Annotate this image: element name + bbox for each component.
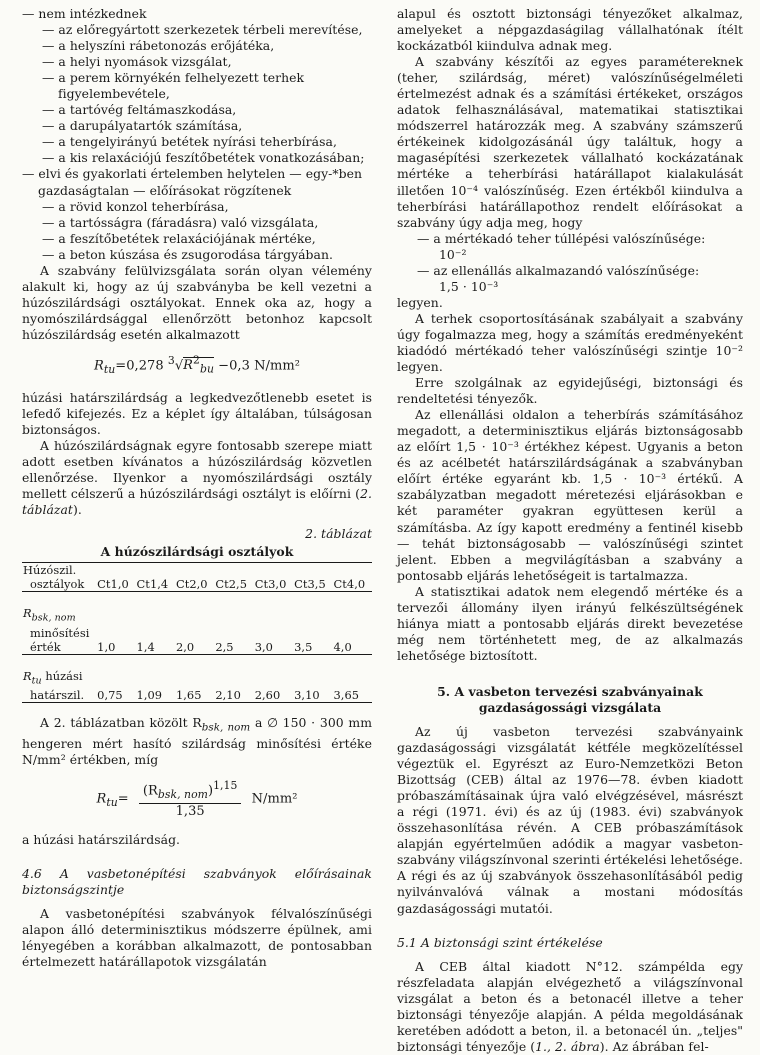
- list-item: — a beton kúszása és zsugorodása tárgyában.: [42, 246, 333, 262]
- formula-tensile-strength: $R_{tu}=0,278$ $^3√R^2_{bu} -0,3$ N/mm²: [93, 353, 300, 376]
- paragraph: A terhek csoportosításának szabályait a szabvány úgy fogalmazza meg, hogy a számítás eredményeként kiadódó mértékadó teher valószínűségi szintje 10⁻² legyen.: [397, 310, 743, 375]
- right-column: [397, 6, 743, 1055]
- table-cell: 3,0: [254, 639, 273, 654]
- table-cell: határszil.: [30, 687, 85, 702]
- table-cell: 2,60: [254, 687, 281, 702]
- table-cell: Ct2,5: [215, 577, 247, 592]
- paragraph: alapul és osztott biztonsági tényezőket alkalmaz, amelyeket a népgazdaságilag vállalhatónak ítélt kockázatból kiindulva adnak meg.: [397, 6, 743, 54]
- paragraph: A szabvány felülvizsgálata során olyan vélemény alakult ki, hogy az új szabványba be kell vezetni a húzószilárdsági osztályokat. Ennek oka az, hogy a nyomószilárdsággal ellenőrzött betonhoz kapcsolt húzószilárdság esetén alkalmazott: [22, 262, 372, 342]
- list-item: — a tengelyirányú betétek nyírási teherbírása,: [42, 134, 337, 150]
- list-item: — az előregyártott szerkezetek térbeli merevítése,: [42, 22, 363, 38]
- table-cell: Ct1,0: [97, 577, 129, 592]
- left-column: [22, 6, 372, 970]
- paragraph: Az ellenállási oldalon a teherbírás számításához megadott, a determinisztikus eljárás biztonságosabb az előírt 1,5 · 10⁻³ értékhez képest. Ugyanis a beton és az acélbetét határszilárdságának a szabványban előírt értéke egyaránt kb. 1,5 · 10⁻³ értékű. A szabályzatban megadott méretezési eljárásokban e két paraméter gyakran együttesen kerül a számításba. Az így kapott eredmény a fentinél kisebb — tehát biztonságosabb — valószínűségi szintet jelent. Ebben a megvilágításban a szabvány a pontosabb eljárás lehetőségeit is tartalmazza.: [397, 407, 743, 583]
- table-cell: 3,5: [294, 639, 313, 654]
- list-item: — az ellenállás alkalmazandó valószínűsége: 1,5 · 10⁻³: [417, 262, 700, 294]
- paragraph: A húzószilárdságnak egyre fontosabb szerepe miatt adott esetben kívánatos a húzószilárdság közvetlen ellenőrzése. Ilyenkor a nyomószilárdsági osztály mellett célszerű a húzószilárdsági osztályt is előírni (2. táblázat).: [22, 438, 372, 518]
- list-item: — a mértékadó teher túllépési valószínűsége: 10⁻²: [417, 230, 706, 262]
- paragraph: húzási határszilárdság a legkedvezőtlenebb esetet is lefedő kifejezés. Ez a képlet így általában, túlságosan biztonságos.: [22, 389, 372, 438]
- paragraph: A statisztikai adatok nem elegendő mértéke és a tervezői állomány ilyen irányú felkészültségének hiánya miatt a pontosabb eljárás direkt bevezetése még nem történhetett meg, de az alkalmazás lehetősége biztosított.: [397, 583, 743, 663]
- table-row: [22, 640, 372, 655]
- table-cell: Ct4,0: [333, 577, 366, 592]
- tensile-class-table: [22, 562, 372, 703]
- table-row: [22, 577, 372, 592]
- paragraph: a húzási határszilárdság.: [22, 831, 181, 847]
- paragraph: A 2. táblázatban közölt $R_{bsk, nom}$ a ∅ 150 · 300 mm hengeren mért hasító szilárdság minősítési értéke N/mm² értékben, míg: [22, 714, 372, 767]
- paragraph: A vasbetonépítési szabványok félvalószínűségi alapon álló determinisztikus módszerre épülnek, ami lényegében a korábban alkalmazott, de pontosabban értelmezett határállapotok vizsgálatán: [22, 905, 372, 969]
- section-heading-5-1: 5.1 A biztonsági szint értékelése: [397, 934, 603, 950]
- table-cell: 2,5: [215, 639, 234, 654]
- table-cell: Ct3,5: [294, 577, 326, 592]
- table-cell: 1,0: [97, 639, 116, 654]
- table-cell: Ct1,4: [136, 577, 169, 592]
- table-cell: $R_{tu}$ húzási: [23, 668, 83, 686]
- list-item: — nem intézkednek: [22, 6, 147, 21]
- formula-tensile-limit: $R_{tu}=$ $\frac{(R_{bsk, nom})^{1,15}}{1,35}$ N/mm²: [96, 778, 298, 819]
- section-heading-4-6: 4.6 A vasbetonépítési szabványok előírásainak biztonságszintje: [22, 865, 372, 897]
- list-item: — elvi és gyakorlati értelemben helytelen — egy-*ben gazdaságtalan — előírásokat rögzítenek: [22, 166, 363, 198]
- table-cell: 3,65: [333, 687, 360, 702]
- table-cell: 1,09: [136, 687, 163, 702]
- list-item: — a perem környékén felhelyezett terhek figyelembevétele,: [42, 70, 305, 102]
- table-row: [22, 688, 372, 703]
- table-cell: érték: [30, 639, 61, 654]
- table-cell: osztályok: [30, 577, 85, 592]
- section-heading-5: 5. A vasbeton tervezési szabványainak gazdaságossági vizsgálata: [437, 683, 703, 715]
- table-cell: minősítési: [30, 625, 90, 640]
- table-cell: 4,0: [333, 639, 352, 654]
- table-cell: Ct3,0: [254, 577, 287, 592]
- list-item: — a kis relaxációjú feszítőbetétek vonatkozásában;: [42, 150, 365, 166]
- paragraph: A CEB által kiadott N°12. számpélda egy részfeladata alapján elvégezhető a világszínvonal vizsgálat a beton és a betonacél illetve a teher biztonsági tényezője alapján. A példa megoldásának keretében adódott a beton, il. a betonacél ún. „teljes" biztonsági tényezője (1., 2. ábra). Az ábrában fel-: [397, 958, 743, 1054]
- table-cell: Húzószil.: [22, 563, 372, 578]
- table-cell: 3,10: [294, 687, 320, 702]
- table-number: 2. táblázat: [305, 526, 372, 542]
- table-title: A húzószilárdsági osztályok: [100, 544, 294, 560]
- list-item: — a helyszíni rábetonozás erőjátéka,: [42, 38, 275, 54]
- list-item: — a darupályatartók számítása,: [42, 118, 243, 134]
- list-item: — a rövid konzol teherbírása,: [42, 198, 229, 214]
- paragraph: A szabvány készítői az egyes paramétereknek (teher, szilárdság, méret) valószínűségelméleti értelmezést adnak és a számítási értékeket, országos adatok felhasználásával, matematikai statisztikai módszerrel határozzák meg. A szabvány számszerű értékeinek kidolgozásánál úgy találtuk, hogy a magasépítési szerkezetek vállalható kockázatának mértéke a teherbírási határállapot kialakulását illetően 10⁻⁴ valószínűség. Ezen értékből kiindulva a teherbírási határállapothoz rendelt előírásokat a szabvány úgy adja meg, hogy: [397, 54, 743, 230]
- list-item: — a helyi nyomások vizsgálat,: [42, 54, 232, 70]
- paragraph: Erre szolgálnak az egyidejűségi, biztonsági és rendeltetési tényezők.: [397, 375, 743, 407]
- list-item: — a feszítőbetétek relaxációjának mértéke,: [42, 230, 316, 246]
- list-item: — a tartóvég feltámaszkodása,: [42, 102, 237, 118]
- paragraph: legyen.: [397, 294, 443, 310]
- table-cell: 2,10: [215, 687, 241, 702]
- table-cell: $R_{bsk, nom}$: [23, 606, 76, 624]
- table-cell: 0,75: [97, 687, 123, 702]
- table-cell: 1,4: [136, 639, 155, 654]
- deficiency-list: [22, 6, 372, 263]
- table-cell: 2,0: [175, 639, 195, 654]
- table-cell: 1,65: [175, 687, 202, 702]
- paragraph: Az új vasbeton tervezési szabványaink gazdaságossági vizsgálatát kétféle megközelítéssel végeztük el. Egyrészt az Euro-Nemzetközi Beton Bizottság (CEB) által az 1976—78. évben kiadott próbaszámításainak újra való elvégzésével, másrészt a régi (1971. évi) és az új (1983. évi) szabványok összehasonlítása révén. A CEB próbaszámítások alapján egyértelműen adódik a magyar vasbeton-szabvány világszínvonal szerinti értékelési lehetősége. A régi és az új szabványok összehasonlításából pedig nyilvánvalóvá válnak a mostani módosítás gazdaságossági mutatói.: [397, 724, 743, 916]
- list-item: — a tartósságra (fáradásra) való vizsgálata,: [42, 214, 319, 230]
- table-cell: Ct2,0: [175, 577, 208, 592]
